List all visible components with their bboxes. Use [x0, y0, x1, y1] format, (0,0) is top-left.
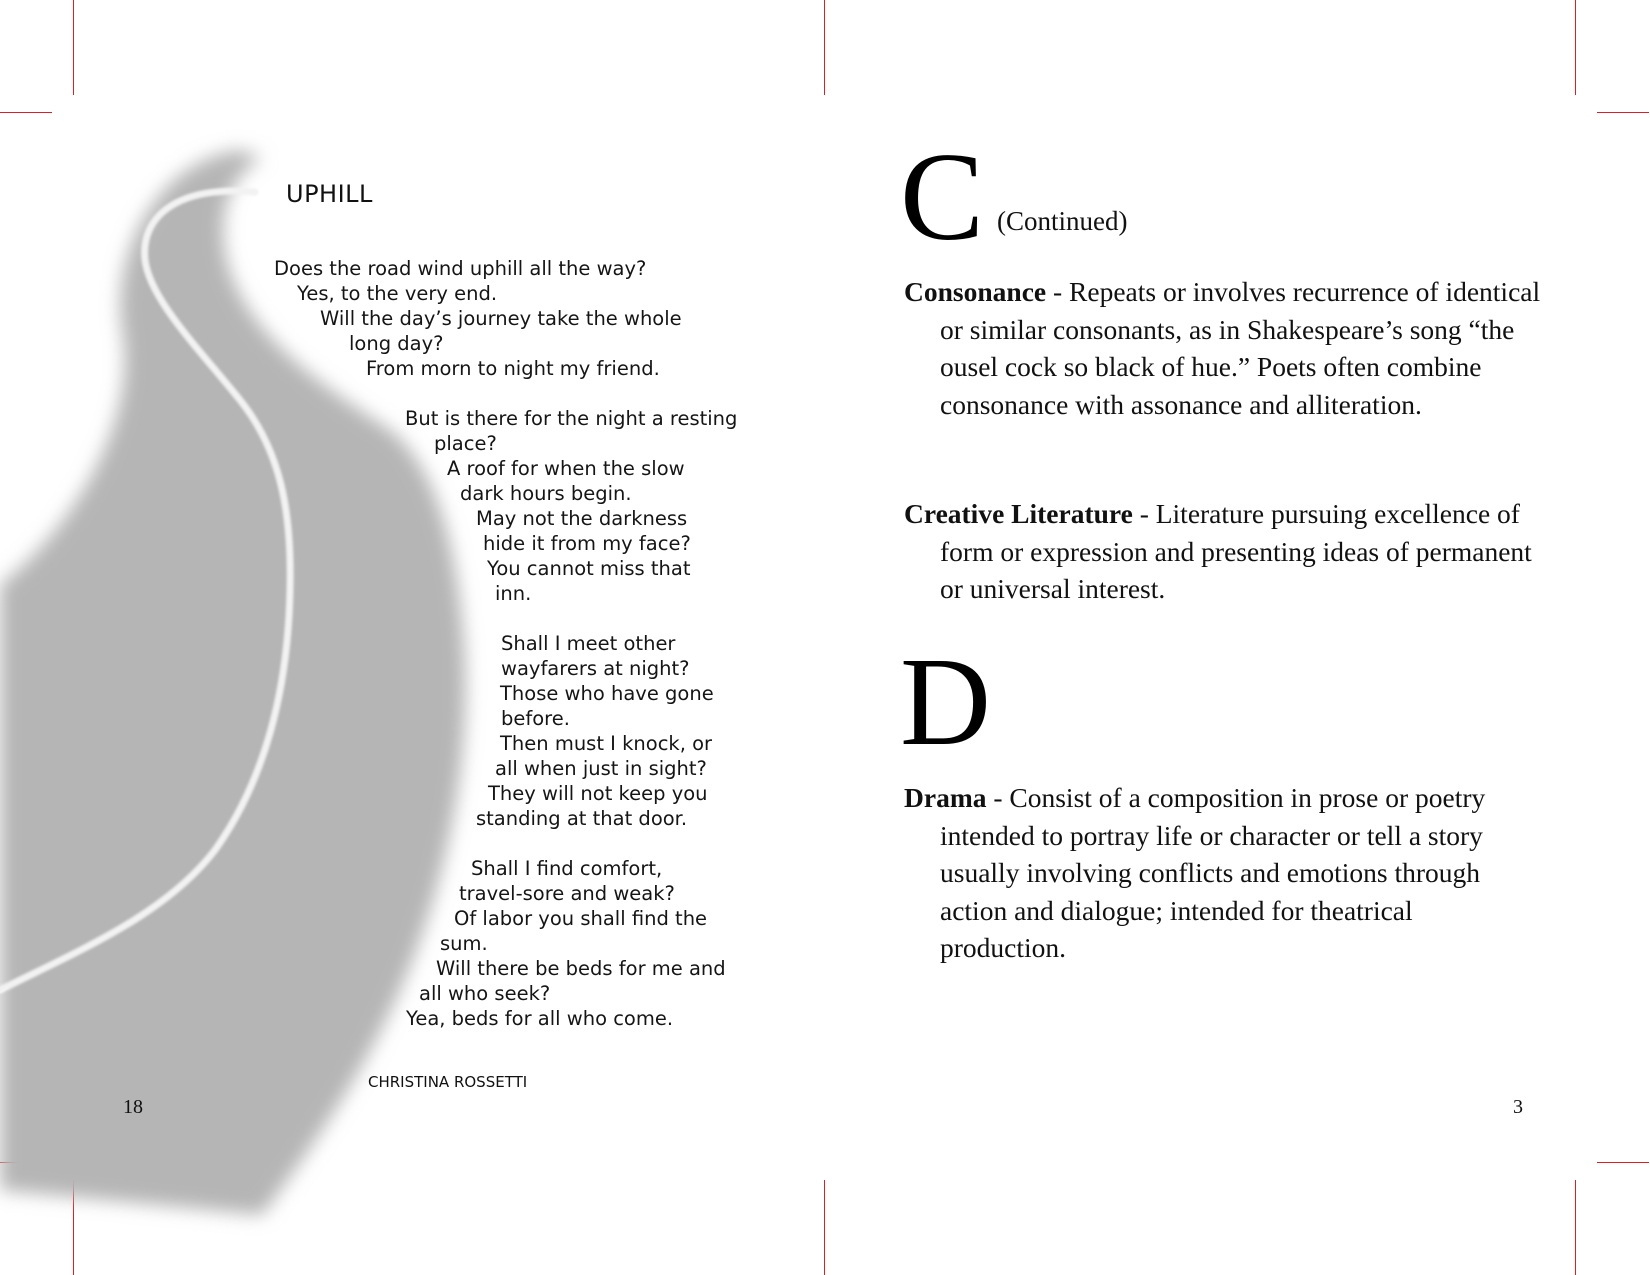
poem-title: UPHILL [286, 180, 373, 208]
poem-line: They will not keep you [488, 782, 708, 805]
section-letter-c: C [900, 128, 985, 267]
poem-line: dark hours begin. [460, 482, 632, 505]
poem-line: inn. [495, 582, 532, 605]
page-number-right: 3 [1513, 1096, 1523, 1118]
poem-line: travel-sore and weak? [459, 882, 675, 905]
poem-line: Shall I find comfort, [471, 857, 663, 880]
poem-line: Those who have gone [500, 682, 714, 705]
poem-line: Will there be beds for me and [436, 957, 726, 980]
glossary-entry [904, 273, 1544, 423]
poem-author: CHRISTINA ROSSETTI [368, 1073, 528, 1091]
crop-mark [1597, 1162, 1649, 1163]
poem-line: Does the road wind uphill all the way? [274, 257, 647, 280]
glossary-term: Consonance [904, 276, 1047, 307]
poem-line: standing at that door. [476, 807, 688, 830]
poem-line: wayfarers at night? [501, 657, 690, 680]
poem-line: Yes, to the very end. [297, 282, 498, 305]
poem-line: Then must I knock, or [500, 732, 713, 755]
poem-line: Yea, beds for all who come. [406, 1007, 674, 1030]
section-letter-d: D [900, 633, 991, 772]
glossary-definition: - Consist of a composition in prose or poetry intended to portray life or character or tell a story usually involving conflicts and emotions through action and dialogue; intended for theatrical production. [940, 782, 1486, 963]
poem-line: all who seek? [419, 982, 551, 1005]
poem-line: all when just in sight? [495, 757, 707, 780]
crop-mark [1575, 0, 1576, 95]
poem-line: long day? [349, 332, 444, 355]
crop-mark [1597, 112, 1649, 113]
glossary-term: Drama [904, 782, 987, 813]
poem-line: sum. [440, 932, 488, 955]
poem-line: before. [501, 707, 570, 730]
poem-line: A roof for when the slow [447, 457, 685, 480]
poem-line: From morn to night my friend. [366, 357, 660, 380]
poem-line: You cannot miss that [487, 557, 691, 580]
poem-line: Shall I meet other [501, 632, 676, 655]
poem-line: Will the day’s journey take the whole [320, 307, 682, 330]
page-number-left: 18 [123, 1096, 143, 1118]
glossary-definition: - Repeats or involves recurrence of identical or similar consonants, as in Shakespeare’s song “the ousel cock so black of hue.” Poets often combine consonance with assonance and alliteration. [940, 276, 1541, 420]
poem-line: hide it from my face? [483, 532, 691, 555]
section-continued-note: (Continued) [997, 206, 1128, 236]
poem-line: But is there for the night a resting [405, 407, 738, 430]
crop-mark [824, 1180, 825, 1275]
glossary-entry [904, 495, 1544, 608]
glossary-term: Creative Literature [904, 498, 1133, 529]
poem-line: May not the darkness [476, 507, 688, 530]
crop-mark [1575, 1180, 1576, 1275]
poem-line: place? [434, 432, 497, 455]
crop-mark [824, 0, 825, 95]
glossary-definition: - Literature pursuing excellence of form or expression and presenting ideas of permanent or universal interest. [940, 498, 1532, 604]
glossary-entry [904, 779, 1544, 967]
poem-line: Of labor you shall find the [454, 907, 708, 930]
